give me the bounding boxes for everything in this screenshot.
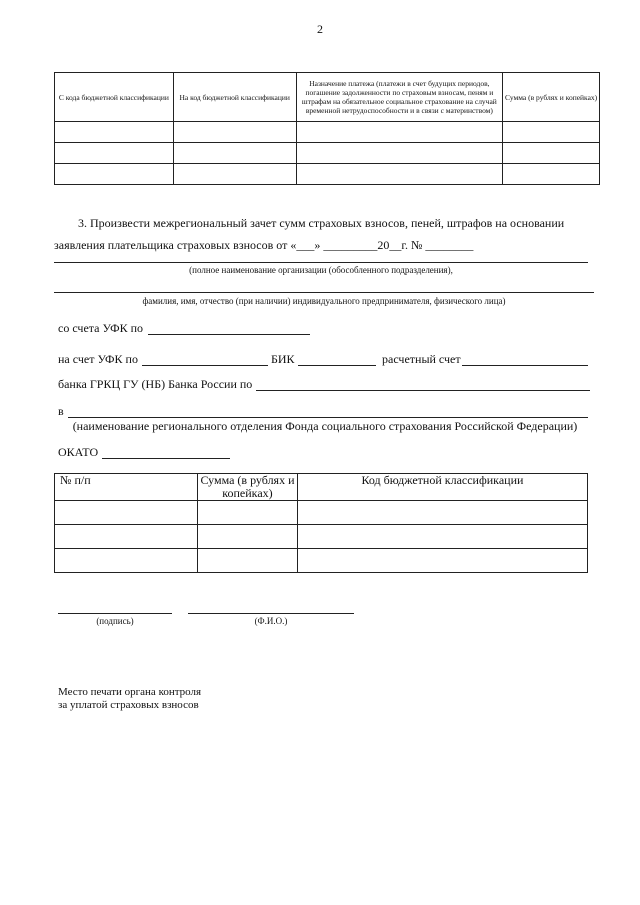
fio-line[interactable] (54, 292, 594, 293)
table-cell[interactable] (503, 122, 600, 143)
header-to-kbk: На код бюджетной классификации (173, 73, 296, 122)
table-cell[interactable] (55, 164, 174, 185)
table-cell[interactable] (296, 164, 503, 185)
fio-signature-line[interactable] (188, 613, 354, 614)
table-cell[interactable] (173, 143, 296, 164)
table-cell[interactable] (198, 549, 298, 573)
table-cell[interactable] (198, 501, 298, 525)
okato-line[interactable] (102, 458, 230, 459)
table-cell[interactable] (297, 549, 587, 573)
table-cell[interactable] (503, 164, 600, 185)
table-cell[interactable] (296, 122, 503, 143)
header-kbk: Код бюджетной классификации (297, 474, 587, 501)
okato-label: ОКАТО (58, 445, 99, 459)
transfer-kbk-table (54, 72, 600, 185)
caption-fio-signature: (Ф.И.О.) (254, 616, 288, 626)
table-cell[interactable] (297, 525, 587, 549)
table-cell[interactable] (173, 122, 296, 143)
stamp-line2: за уплатой страховых взносов (58, 699, 199, 711)
stamp-place (58, 686, 201, 712)
table-row (55, 549, 588, 573)
table-row (55, 164, 600, 185)
bik-line[interactable] (298, 365, 376, 366)
caption-org: (полное наименование организации (обособленного подразделения), (189, 265, 453, 275)
header-from-kbk: С кода бюджетной классификации (55, 73, 174, 122)
table-header-row (55, 474, 588, 501)
table-header-row (55, 73, 600, 122)
from-ufk-label: со счета УФК по (58, 321, 144, 335)
table-row (55, 122, 600, 143)
offset-amount-table (54, 473, 588, 573)
page-number: 2 (317, 22, 323, 36)
bik-label: БИК (271, 352, 295, 366)
to-v-label: в (58, 404, 64, 418)
to-ufk-label: на счет УФК по (58, 352, 138, 366)
table-cell[interactable] (173, 164, 296, 185)
table-cell[interactable] (198, 525, 298, 549)
header-sum: Сумма (в рублях и копейках) (198, 474, 298, 501)
section3-line1: 3. Произвести межрегиональный зачет сумм страховых взносов, пеней, штрафов на основании (78, 216, 565, 230)
bank-line[interactable] (256, 390, 590, 391)
table-cell[interactable] (55, 501, 198, 525)
table-cell[interactable] (503, 143, 600, 164)
table-row (55, 525, 588, 549)
section3-line2: заявления плательщика страховых взносов от «___» _________20__г. № ________ (54, 238, 474, 252)
bank-label: банка ГРКЦ ГУ (НБ) Банка России по (58, 377, 253, 391)
signature-line[interactable] (58, 613, 172, 614)
table-row (55, 143, 600, 164)
caption-fio: фамилия, имя, отчество (при наличии) индивидуального предпринимателя, физического лица) (142, 296, 506, 306)
table-row (55, 501, 588, 525)
from-ufk-line[interactable] (148, 334, 310, 335)
stamp-line1: Место печати органа контроля (58, 686, 202, 698)
table-cell[interactable] (55, 549, 198, 573)
table-cell[interactable] (55, 122, 174, 143)
caption-fss: (наименование регионального отделения Фонда социального страхования Российской Федерации) (72, 419, 578, 433)
table-cell[interactable] (55, 525, 198, 549)
fss-line[interactable] (68, 417, 588, 418)
table-cell[interactable] (297, 501, 587, 525)
header-amount: Сумма (в рублях и копейках) (503, 73, 600, 122)
caption-signature: (подпись) (96, 616, 134, 626)
table-cell[interactable] (296, 143, 503, 164)
account-line[interactable] (462, 365, 588, 366)
org-name-line[interactable] (54, 262, 588, 263)
to-ufk-line[interactable] (142, 365, 268, 366)
table-cell[interactable] (55, 143, 174, 164)
account-label: расчетный счет (382, 352, 461, 366)
header-row-number: № п/п (55, 474, 198, 501)
header-payment-purpose: Назначение платежа (платежи в счет будущих периодов, погашение задолженности по страховым взносам, пеням и штрафам на обязательное социальное страхование на случай временной нетрудоспособности и в связи с материнством) (296, 73, 503, 122)
